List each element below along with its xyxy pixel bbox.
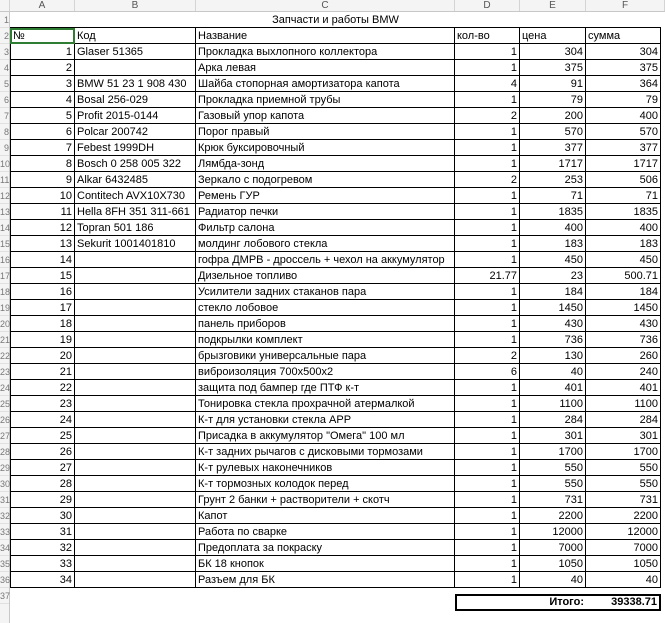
table-row-cell[interactable]: Contitech AVX10X730 bbox=[75, 188, 196, 204]
table-row-cell[interactable]: 13 bbox=[10, 236, 75, 252]
table-row-cell[interactable]: Радиатор печки bbox=[196, 204, 455, 220]
table-row-cell[interactable]: 17 bbox=[10, 300, 75, 316]
row-header[interactable]: 11 bbox=[0, 172, 9, 188]
table-header-row-cell[interactable]: сумма bbox=[586, 28, 661, 44]
table-row-cell[interactable]: 2200 bbox=[586, 508, 661, 524]
row-header[interactable]: 1 bbox=[0, 12, 9, 28]
table-row bbox=[10, 540, 661, 556]
table-row-cell[interactable]: 284 bbox=[586, 412, 661, 428]
table-row-cell[interactable] bbox=[75, 508, 196, 524]
table-row bbox=[10, 172, 661, 188]
column-header-d[interactable]: D bbox=[455, 0, 520, 11]
table-row-cell[interactable]: 183 bbox=[586, 236, 661, 252]
column-header-f[interactable]: F bbox=[586, 0, 665, 11]
table-row-cell[interactable]: 1 bbox=[455, 140, 520, 156]
table-row-cell[interactable]: 12 bbox=[10, 220, 75, 236]
row-header[interactable]: 16 bbox=[0, 252, 9, 268]
row-header[interactable]: 20 bbox=[0, 316, 9, 332]
table-row-cell[interactable]: Topran 501 186 bbox=[75, 220, 196, 236]
table-row-cell[interactable]: Предоплата за покраску bbox=[196, 540, 455, 556]
table-row-cell[interactable] bbox=[75, 364, 196, 380]
table-row-cell[interactable]: Glaser 51365 bbox=[75, 44, 196, 60]
table-row bbox=[10, 332, 661, 348]
table-header-row-cell[interactable]: Название bbox=[196, 28, 455, 44]
table-row-cell[interactable]: 1835 bbox=[586, 204, 661, 220]
table-header-row-cell[interactable]: Код bbox=[75, 28, 196, 44]
table-row-cell[interactable]: Газовый упор капота bbox=[196, 108, 455, 124]
table-header-row-cell[interactable]: цена bbox=[520, 28, 586, 44]
table-row-cell[interactable]: Арка левая bbox=[196, 60, 455, 76]
table-row-cell[interactable]: 40 bbox=[520, 364, 586, 380]
row-header[interactable]: 8 bbox=[0, 124, 9, 140]
table-row-cell[interactable] bbox=[75, 252, 196, 268]
table-row-cell[interactable]: 260 bbox=[586, 348, 661, 364]
table-row bbox=[10, 348, 661, 364]
table-row-cell[interactable]: Присадка в аккумулятор "Омега" 100 мл bbox=[196, 428, 455, 444]
table-header-row bbox=[10, 28, 661, 44]
table-row-cell[interactable]: 400 bbox=[586, 108, 661, 124]
table-row-cell[interactable]: 550 bbox=[520, 476, 586, 492]
table-row-cell[interactable]: 1 bbox=[455, 220, 520, 236]
row-header[interactable]: 9 bbox=[0, 140, 9, 156]
table-row-cell[interactable]: 79 bbox=[586, 92, 661, 108]
row-header[interactable]: 21 bbox=[0, 332, 9, 348]
table-row-cell[interactable]: 130 bbox=[520, 348, 586, 364]
table-row bbox=[10, 108, 661, 124]
table-row-cell[interactable]: Грунт 2 банки + растворители + скотч bbox=[196, 492, 455, 508]
table-row-cell[interactable]: 506 bbox=[586, 172, 661, 188]
table-row-cell[interactable]: 375 bbox=[586, 60, 661, 76]
row-header[interactable]: 13 bbox=[0, 204, 9, 220]
table-row-cell[interactable]: стекло лобовое bbox=[196, 300, 455, 316]
table-row-cell[interactable]: 284 bbox=[520, 412, 586, 428]
table-row-cell[interactable] bbox=[75, 492, 196, 508]
table-row-cell[interactable]: 550 bbox=[520, 460, 586, 476]
row-header-bar bbox=[0, 12, 10, 623]
table-row-cell[interactable]: 1835 bbox=[520, 204, 586, 220]
table-row-cell[interactable] bbox=[75, 332, 196, 348]
table-row-cell[interactable] bbox=[75, 476, 196, 492]
row-header[interactable]: 30 bbox=[0, 476, 9, 492]
table-row-cell[interactable]: 2200 bbox=[520, 508, 586, 524]
table-row-cell[interactable]: 1 bbox=[455, 540, 520, 556]
table-row-cell[interactable]: 9 bbox=[10, 172, 75, 188]
table-row-cell[interactable]: 4 bbox=[455, 76, 520, 92]
table-row-cell[interactable]: 1 bbox=[455, 460, 520, 476]
table-row-cell[interactable]: 401 bbox=[586, 380, 661, 396]
table-row-cell[interactable]: виброизоляция 700x500x2 bbox=[196, 364, 455, 380]
table-row bbox=[10, 188, 661, 204]
table-row-cell[interactable]: 2 bbox=[10, 60, 75, 76]
table-row-cell[interactable]: 1100 bbox=[586, 396, 661, 412]
table-row-cell[interactable]: Фильтр салона bbox=[196, 220, 455, 236]
table-row-cell[interactable]: 20 bbox=[10, 348, 75, 364]
table-row-cell[interactable]: 15 bbox=[10, 268, 75, 284]
table-row bbox=[10, 76, 661, 92]
table-row-cell[interactable]: К-т тормозных колодок перед bbox=[196, 476, 455, 492]
table-row-cell[interactable]: К-т для установки стекла АРР bbox=[196, 412, 455, 428]
row-header[interactable]: 5 bbox=[0, 76, 9, 92]
table-row-cell[interactable]: Тонировка стекла прохрачной атермалкой bbox=[196, 396, 455, 412]
table-row-cell[interactable]: Hella 8FH 351 311-661 bbox=[75, 204, 196, 220]
table-row bbox=[10, 220, 661, 236]
table-row-cell[interactable]: 21 bbox=[10, 364, 75, 380]
table-row-cell[interactable]: 377 bbox=[520, 140, 586, 156]
table-row-cell[interactable]: 3 bbox=[10, 76, 75, 92]
table-row bbox=[10, 60, 661, 76]
table-row-cell[interactable]: 240 bbox=[586, 364, 661, 380]
table-row bbox=[10, 316, 661, 332]
column-header-b[interactable]: B bbox=[75, 0, 196, 11]
table-row-cell[interactable] bbox=[75, 524, 196, 540]
table-row-cell[interactable]: 1 bbox=[455, 556, 520, 572]
table-row bbox=[10, 428, 661, 444]
row-header[interactable]: 4 bbox=[0, 60, 9, 76]
row-header[interactable]: 6 bbox=[0, 92, 9, 108]
table-row-cell[interactable]: Profit 2015-0144 bbox=[75, 108, 196, 124]
table-row-cell[interactable]: Лямбда-зонд bbox=[196, 156, 455, 172]
table-row-cell[interactable]: 40 bbox=[586, 572, 661, 588]
table-row-cell[interactable]: 301 bbox=[586, 428, 661, 444]
table-row-cell[interactable]: 1 bbox=[455, 92, 520, 108]
table-row-cell[interactable]: 71 bbox=[586, 188, 661, 204]
table-row-cell[interactable]: 731 bbox=[520, 492, 586, 508]
row-header[interactable]: 35 bbox=[0, 556, 9, 572]
table-row-cell[interactable]: 430 bbox=[520, 316, 586, 332]
table-row-cell[interactable]: 1 bbox=[455, 124, 520, 140]
table-row-cell[interactable]: 731 bbox=[586, 492, 661, 508]
table-row-cell[interactable]: 79 bbox=[520, 92, 586, 108]
table-row-cell[interactable]: 1 bbox=[455, 396, 520, 412]
table-row-cell[interactable] bbox=[75, 428, 196, 444]
table-row-cell[interactable]: 1450 bbox=[520, 300, 586, 316]
table-row-cell[interactable]: 1 bbox=[10, 44, 75, 60]
table-row-cell[interactable]: подкрылки комплект bbox=[196, 332, 455, 348]
table-row-cell[interactable]: 19 bbox=[10, 332, 75, 348]
table-row bbox=[10, 476, 661, 492]
table-row-cell[interactable]: 1 bbox=[455, 476, 520, 492]
table-row-cell[interactable]: 1 bbox=[455, 332, 520, 348]
table-row-cell[interactable]: 1 bbox=[455, 188, 520, 204]
row-header[interactable]: 12 bbox=[0, 188, 9, 204]
table-row-cell[interactable]: 1717 bbox=[586, 156, 661, 172]
sheet-title[interactable]: Запчасти и работы BMW bbox=[10, 12, 661, 28]
column-header-bar bbox=[0, 0, 665, 12]
table-row-cell[interactable]: Ремень ГУР bbox=[196, 188, 455, 204]
table-header-row-cell[interactable]: № bbox=[10, 28, 75, 44]
table-row-cell[interactable]: гофра ДМРВ - дроссель + чехол на аккумулятор bbox=[196, 252, 455, 268]
row-header[interactable]: 28 bbox=[0, 444, 9, 460]
table-row bbox=[10, 524, 661, 540]
table-row-cell[interactable]: 1450 bbox=[586, 300, 661, 316]
table-row-cell[interactable] bbox=[75, 540, 196, 556]
row-header[interactable]: 36 bbox=[0, 572, 9, 588]
table-row-cell[interactable]: 304 bbox=[586, 44, 661, 60]
total-value[interactable]: 39338.71 bbox=[611, 596, 657, 608]
table-row-cell[interactable]: 28 bbox=[10, 476, 75, 492]
table-row-cell[interactable]: 2 bbox=[455, 172, 520, 188]
column-header-c[interactable]: C bbox=[196, 0, 455, 11]
table-row-cell[interactable] bbox=[75, 412, 196, 428]
table-row-cell[interactable]: 450 bbox=[586, 252, 661, 268]
table-row-cell[interactable]: 200 bbox=[520, 108, 586, 124]
table-row-cell[interactable]: 1 bbox=[455, 300, 520, 316]
table-row-cell[interactable]: брызговики универсальные пара bbox=[196, 348, 455, 364]
row-header[interactable]: 31 bbox=[0, 492, 9, 508]
table-row bbox=[10, 44, 661, 60]
row-header[interactable]: 2 bbox=[0, 28, 9, 44]
table-row-cell[interactable]: 2 bbox=[455, 348, 520, 364]
table-row-cell[interactable]: 253 bbox=[520, 172, 586, 188]
table-row-cell[interactable]: 377 bbox=[586, 140, 661, 156]
table-row-cell[interactable]: 18 bbox=[10, 316, 75, 332]
table-row-cell[interactable]: К-т рулевых наконечников bbox=[196, 460, 455, 476]
table-row-cell[interactable]: 1700 bbox=[586, 444, 661, 460]
table-row bbox=[10, 268, 661, 284]
table-row bbox=[10, 300, 661, 316]
table-row-cell[interactable]: 5 bbox=[10, 108, 75, 124]
table-row-cell[interactable]: 1 bbox=[455, 508, 520, 524]
table-row-cell[interactable]: 1 bbox=[455, 156, 520, 172]
table-row-cell[interactable]: Дизельное топливо bbox=[196, 268, 455, 284]
table-row-cell[interactable]: защита под бампер где ПТФ к-т bbox=[196, 380, 455, 396]
table-row-cell[interactable]: 30 bbox=[10, 508, 75, 524]
table-row-cell[interactable]: 301 bbox=[520, 428, 586, 444]
table-row-cell[interactable]: 10 bbox=[10, 188, 75, 204]
row-header[interactable]: 15 bbox=[0, 236, 9, 252]
table-row bbox=[10, 204, 661, 220]
table-row-cell[interactable]: 1 bbox=[455, 428, 520, 444]
table-row-cell[interactable]: 375 bbox=[520, 60, 586, 76]
table-row-cell[interactable]: Порог правый bbox=[196, 124, 455, 140]
table-row-cell[interactable]: 11 bbox=[10, 204, 75, 220]
table-row-cell[interactable]: 736 bbox=[520, 332, 586, 348]
row-header[interactable]: 27 bbox=[0, 428, 9, 444]
table-row-cell[interactable]: 23 bbox=[520, 268, 586, 284]
table-row-cell[interactable]: 91 bbox=[520, 76, 586, 92]
table-row-cell[interactable]: 8 bbox=[10, 156, 75, 172]
table-row-cell[interactable] bbox=[75, 572, 196, 588]
table-row bbox=[10, 492, 661, 508]
table-row-cell[interactable]: 1 bbox=[455, 492, 520, 508]
table-row-cell[interactable]: К-т задних рычагов с дисковыми тормозами bbox=[196, 444, 455, 460]
table-row bbox=[10, 444, 661, 460]
table-row-cell[interactable]: 1 bbox=[455, 252, 520, 268]
table-row-cell[interactable]: 16 bbox=[10, 284, 75, 300]
table-row-cell[interactable]: 29 bbox=[10, 492, 75, 508]
table-row-cell[interactable]: Bosch 0 258 005 322 bbox=[75, 156, 196, 172]
row-header[interactable]: 34 bbox=[0, 540, 9, 556]
table-row-cell[interactable]: 1 bbox=[455, 60, 520, 76]
table-row bbox=[10, 140, 661, 156]
table-row bbox=[10, 380, 661, 396]
table-row-cell[interactable]: 570 bbox=[520, 124, 586, 140]
table-row-cell[interactable]: 184 bbox=[586, 284, 661, 300]
table-row-cell[interactable] bbox=[75, 268, 196, 284]
table-row-cell[interactable] bbox=[75, 444, 196, 460]
table-row-cell[interactable]: 1 bbox=[455, 444, 520, 460]
table-row-cell[interactable]: 6 bbox=[10, 124, 75, 140]
table-row-cell[interactable]: 1 bbox=[455, 236, 520, 252]
table-row-cell[interactable]: 1717 bbox=[520, 156, 586, 172]
table-row-cell[interactable]: 2 bbox=[455, 108, 520, 124]
table-row-cell[interactable]: BMW 51 23 1 908 430 bbox=[75, 76, 196, 92]
table-row-cell[interactable]: 26 bbox=[10, 444, 75, 460]
table-row bbox=[10, 508, 661, 524]
total-label[interactable]: Итого: bbox=[549, 596, 584, 608]
table-row-cell[interactable]: 1050 bbox=[520, 556, 586, 572]
table-row-cell[interactable]: Капот bbox=[196, 508, 455, 524]
table-row-cell[interactable]: Зеркало с подогревом bbox=[196, 172, 455, 188]
table-row-cell[interactable]: Bosal 256-029 bbox=[75, 92, 196, 108]
table-row-cell[interactable] bbox=[75, 556, 196, 572]
table-row-cell[interactable]: 401 bbox=[520, 380, 586, 396]
table-row-cell[interactable]: панель приборов bbox=[196, 316, 455, 332]
table-row-cell[interactable]: 12000 bbox=[520, 524, 586, 540]
table-row-cell[interactable]: 430 bbox=[586, 316, 661, 332]
table-row-cell[interactable]: Alkar 6432485 bbox=[75, 172, 196, 188]
table-row-cell[interactable]: БК 18 кнопок bbox=[196, 556, 455, 572]
row-header[interactable]: 7 bbox=[0, 108, 9, 124]
table-row bbox=[10, 460, 661, 476]
total-row bbox=[455, 594, 661, 611]
table-row-cell[interactable]: 1 bbox=[455, 412, 520, 428]
table-row-cell[interactable]: 550 bbox=[586, 460, 661, 476]
table-row-cell[interactable]: 14 bbox=[10, 252, 75, 268]
table-row-cell[interactable]: Работа по сварке bbox=[196, 524, 455, 540]
table-row bbox=[10, 572, 661, 588]
table-row-cell[interactable]: 1 bbox=[455, 204, 520, 220]
table-row-cell[interactable]: 21.77 bbox=[455, 268, 520, 284]
row-header[interactable]: 33 bbox=[0, 524, 9, 540]
table-row-cell[interactable]: 1 bbox=[455, 316, 520, 332]
table-row-cell[interactable]: 71 bbox=[520, 188, 586, 204]
table-row-cell[interactable]: 27 bbox=[10, 460, 75, 476]
table-row-cell[interactable]: 4 bbox=[10, 92, 75, 108]
table-row-cell[interactable]: 1 bbox=[455, 524, 520, 540]
table-row-cell[interactable]: Прокладка выхлопного коллектора bbox=[196, 44, 455, 60]
table-row bbox=[10, 236, 661, 252]
table-row-cell[interactable]: 184 bbox=[520, 284, 586, 300]
table-row bbox=[10, 556, 661, 572]
table-row-cell[interactable]: 1700 bbox=[520, 444, 586, 460]
row-header[interactable]: 10 bbox=[0, 156, 9, 172]
row-header[interactable]: 22 bbox=[0, 348, 9, 364]
table-row bbox=[10, 364, 661, 380]
row-header[interactable]: 3 bbox=[0, 44, 9, 60]
table-row-cell[interactable] bbox=[75, 300, 196, 316]
table-header-row-cell[interactable]: кол-во bbox=[455, 28, 520, 44]
table-row-cell[interactable]: 7000 bbox=[586, 540, 661, 556]
table-row-cell[interactable] bbox=[75, 60, 196, 76]
table-row-cell[interactable]: 400 bbox=[520, 220, 586, 236]
column-header-e[interactable]: E bbox=[520, 0, 586, 11]
table-row-cell[interactable]: 7 bbox=[10, 140, 75, 156]
table-row-cell[interactable]: 500.71 bbox=[586, 268, 661, 284]
row-header[interactable]: 18 bbox=[0, 284, 9, 300]
table-row-cell[interactable]: 40 bbox=[520, 572, 586, 588]
table-row bbox=[10, 412, 661, 428]
table-row-cell[interactable]: 183 bbox=[520, 236, 586, 252]
table-row-cell[interactable]: Polcar 200742 bbox=[75, 124, 196, 140]
table-row-cell[interactable]: 32 bbox=[10, 540, 75, 556]
table-row-cell[interactable]: 1100 bbox=[520, 396, 586, 412]
row-header[interactable]: 29 bbox=[0, 460, 9, 476]
table-row-cell[interactable]: 400 bbox=[586, 220, 661, 236]
table-row-cell[interactable]: 22 bbox=[10, 380, 75, 396]
row-header[interactable]: 14 bbox=[0, 220, 9, 236]
table-row-cell[interactable]: 1 bbox=[455, 284, 520, 300]
row-header[interactable]: 19 bbox=[0, 300, 9, 316]
table-row-cell[interactable]: 1050 bbox=[586, 556, 661, 572]
table-row-cell[interactable] bbox=[75, 380, 196, 396]
table-row-cell[interactable]: 304 bbox=[520, 44, 586, 60]
table-row-cell[interactable]: 1 bbox=[455, 572, 520, 588]
table-row-cell[interactable]: 31 bbox=[10, 524, 75, 540]
row-header[interactable]: 17 bbox=[0, 268, 9, 284]
row-header[interactable]: 25 bbox=[0, 396, 9, 412]
table-row-cell[interactable] bbox=[75, 460, 196, 476]
table-row-cell[interactable]: 24 bbox=[10, 412, 75, 428]
table-row-cell[interactable]: 25 bbox=[10, 428, 75, 444]
table-row-cell[interactable]: Sekurit 1001401810 bbox=[75, 236, 196, 252]
table-row-cell[interactable]: 1 bbox=[455, 44, 520, 60]
table-row-cell[interactable]: 7000 bbox=[520, 540, 586, 556]
row-header[interactable]: 37 bbox=[0, 588, 9, 604]
table-row-cell[interactable] bbox=[75, 348, 196, 364]
table-row-cell[interactable] bbox=[75, 396, 196, 412]
table-row-cell[interactable]: 6 bbox=[455, 364, 520, 380]
row-header[interactable]: 32 bbox=[0, 508, 9, 524]
table-row-cell[interactable]: 550 bbox=[586, 476, 661, 492]
table-row bbox=[10, 252, 661, 268]
table-row-cell[interactable]: 364 bbox=[586, 76, 661, 92]
table-row-cell[interactable]: 34 bbox=[10, 572, 75, 588]
table-row-cell[interactable]: Прокладка приемной трубы bbox=[196, 92, 455, 108]
table-row-cell[interactable]: 12000 bbox=[586, 524, 661, 540]
table-row bbox=[10, 284, 661, 300]
table-row bbox=[10, 92, 661, 108]
row-header[interactable]: 24 bbox=[0, 380, 9, 396]
table-row-cell[interactable]: Крюк буксировочный bbox=[196, 140, 455, 156]
table-row-cell[interactable]: 33 bbox=[10, 556, 75, 572]
table-row-cell[interactable]: 570 bbox=[586, 124, 661, 140]
table-row-cell[interactable]: Шайба стопорная амортизатора капота bbox=[196, 76, 455, 92]
table-row-cell[interactable] bbox=[75, 284, 196, 300]
table-row-cell[interactable]: Разъем для БК bbox=[196, 572, 455, 588]
table-row-cell[interactable]: Усилители задних стаканов пара bbox=[196, 284, 455, 300]
table-row-cell[interactable] bbox=[75, 316, 196, 332]
row-header[interactable]: 26 bbox=[0, 412, 9, 428]
table-row bbox=[10, 396, 661, 412]
table-row-cell[interactable]: 23 bbox=[10, 396, 75, 412]
table-row-cell[interactable]: 450 bbox=[520, 252, 586, 268]
row-header[interactable]: 23 bbox=[0, 364, 9, 380]
corner-select-all[interactable] bbox=[0, 0, 10, 11]
table-row-cell[interactable]: 736 bbox=[586, 332, 661, 348]
table-row bbox=[10, 124, 661, 140]
table-row-cell[interactable]: Febest 1999DH bbox=[75, 140, 196, 156]
table-row-cell[interactable]: молдинг лобового стекла bbox=[196, 236, 455, 252]
column-header-a[interactable]: A bbox=[10, 0, 75, 11]
table-row-cell[interactable]: 1 bbox=[455, 380, 520, 396]
table-row bbox=[10, 156, 661, 172]
